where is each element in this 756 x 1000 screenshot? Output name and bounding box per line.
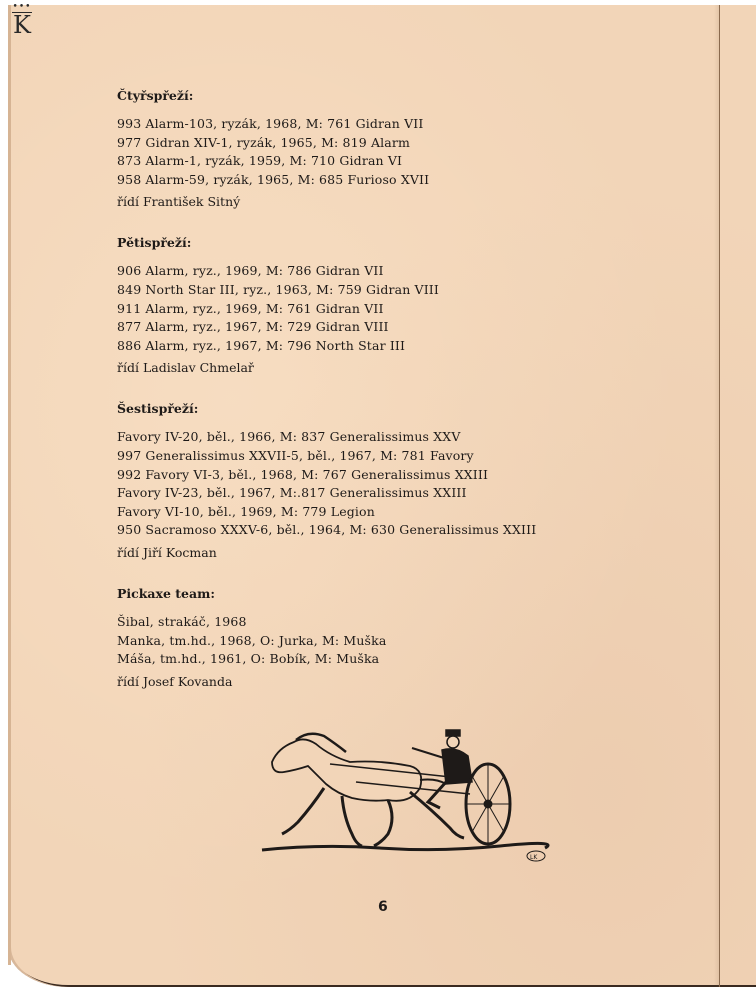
logo-letter: K <box>13 11 31 39</box>
horse-entry: Šibal, strakáč, 1968 <box>117 613 247 629</box>
page-content <box>117 87 677 714</box>
k-logo-icon <box>10 3 34 47</box>
horse-entry: 849 North Star III, ryz., 1963, M: 759 Gidran VIII <box>117 281 439 297</box>
horse-entry: 993 Alarm-103, ryzák, 1968, M: 761 Gidran VII <box>117 116 424 131</box>
harness-racing-illustration <box>260 722 550 862</box>
driver-line: řídí Josef Kovanda <box>117 673 233 689</box>
horse-entry: Favory VI-10, běl., 1969, M: 779 Legion <box>117 503 375 519</box>
horse-entry: 911 Alarm, ryz., 1969, M: 761 Gidran VII <box>117 300 384 316</box>
sulky-wheel-icon <box>466 764 510 844</box>
horse-entry: 906 Alarm, ryz., 1969, M: 786 Gidran VII <box>117 263 384 279</box>
page-edge <box>8 5 11 965</box>
page-number: 6 <box>378 899 388 915</box>
driver-line: řídí Ladislav Chmelař <box>117 360 254 376</box>
driver-line: řídí Jiří Kocman <box>117 544 217 560</box>
driver-figure-icon <box>412 730 472 808</box>
horse-entry: 886 Alarm, ryz., 1967, M: 796 North Star III <box>117 337 406 353</box>
horse-entry: 992 Favory VI-3, běl., 1968, M: 767 Generalissimus XXIII <box>117 466 489 482</box>
illustration-signature: LK <box>530 854 538 861</box>
section-ctyrsprezi <box>117 87 677 212</box>
horse-entry: Manka, tm.hd., 1968, O: Jurka, M: Muška <box>117 632 387 648</box>
horse-entry: 997 Generalissimus XXVII-5, běl., 1967, M: 781 Favory <box>117 447 474 463</box>
horse-entry: 977 Gidran XIV-1, ryzák, 1965, M: 819 Alarm <box>117 134 411 150</box>
section-petisprezi <box>117 234 677 378</box>
section-heading: Pětispřeží: <box>117 235 192 251</box>
section-sestisprezi <box>117 400 677 563</box>
horse-entry: 958 Alarm-59, ryzák, 1965, M: 685 Furioso XVII <box>117 171 430 187</box>
section-heading: Šestispřeží: <box>117 401 199 417</box>
section-heading: Pickaxe team: <box>117 585 215 601</box>
horse-entry: 873 Alarm-1, ryzák, 1959, M: 710 Gidran VI <box>117 153 403 169</box>
page-fold-line <box>719 5 720 987</box>
horse-entry: 950 Sacramoso XXXV-6, běl., 1964, M: 630 Generalissimus XXIII <box>117 522 537 538</box>
logo-dots: ••• <box>12 2 32 12</box>
section-heading: Čtyřspřeží: <box>117 88 194 103</box>
section-pickaxe-team <box>117 585 677 692</box>
horse-entry: Favory IV-23, běl., 1967, M:.817 Generalissimus XXIII <box>117 485 467 501</box>
horse-entry: 877 Alarm, ryz., 1967, M: 729 Gidran VIII <box>117 319 389 335</box>
horse-entry: Favory IV-20, běl., 1966, M: 837 Generalissimus XXV <box>117 429 461 445</box>
driver-line: řídí František Sitný <box>117 194 241 210</box>
horse-entry: Máša, tm.hd., 1961, O: Bobík, M: Muška <box>117 651 380 667</box>
